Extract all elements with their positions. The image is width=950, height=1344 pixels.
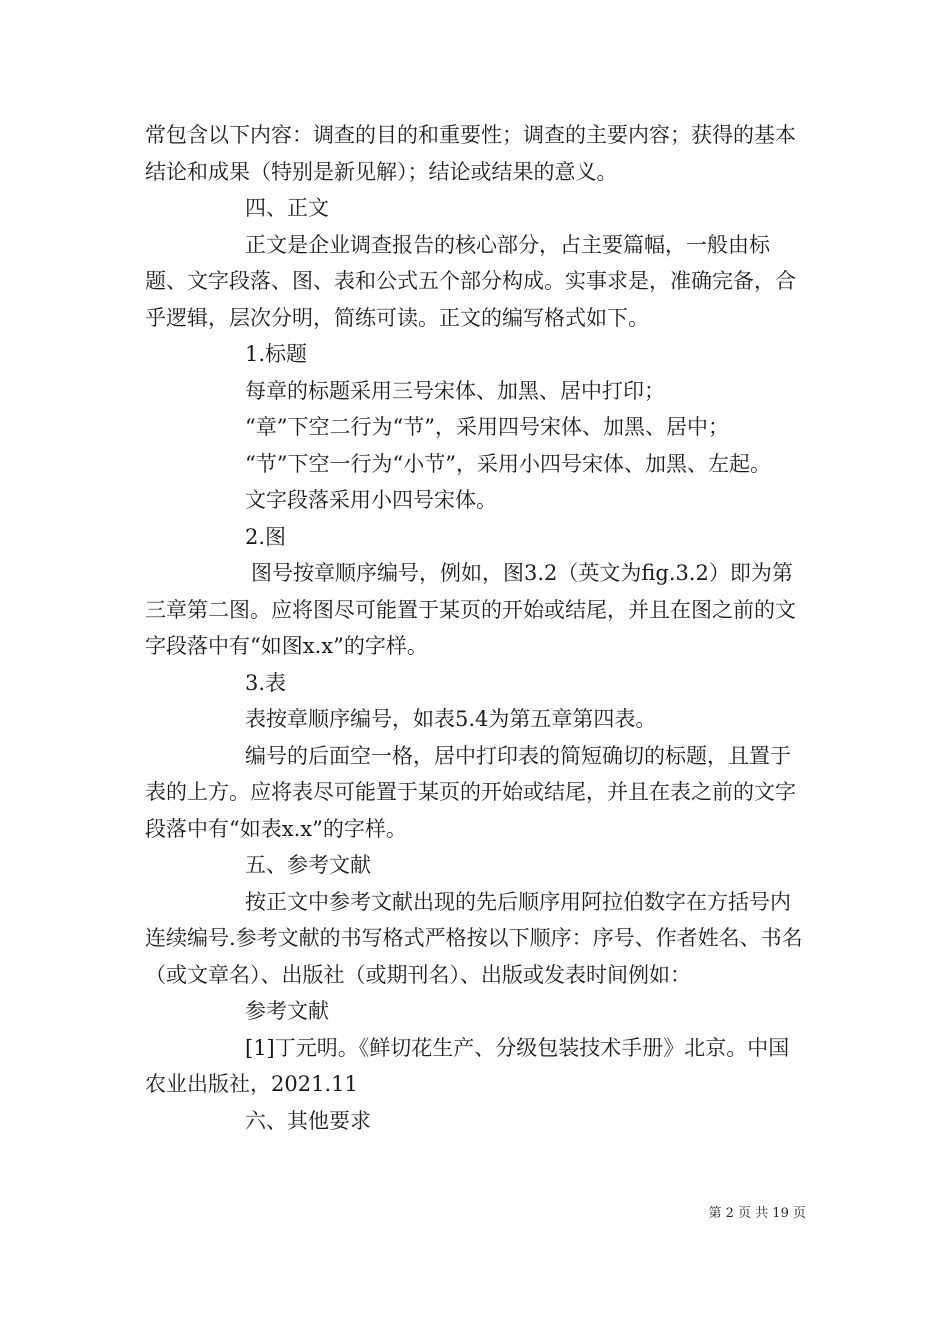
paragraph-body-font: 文字段落采用小四号宋体。: [245, 488, 497, 512]
references-label: 参考文献: [245, 999, 329, 1023]
footer-middle: 页 共: [738, 1206, 769, 1221]
paragraph-main-text-description: 正文是企业调查报告的核心部分，占主要篇幅，一般由标题、文字段落、图、表和公式五个部分构成。实事求是，准确完备，合乎逻辑，层次分明，简练可读。正文的编写格式如下。: [145, 232, 796, 330]
footer-prefix: 第: [708, 1206, 722, 1221]
paragraph-subsection-format: “节”下空一行为“小节”，采用小四号宋体、加黑、左起。: [245, 451, 771, 476]
subheading-table: 3.表: [245, 670, 287, 695]
paragraph-intro-continued: 常包含以下内容：调查的目的和重要性；调查的主要内容；获得的基本结论和成果（特别是新见解）；结论或结果的意义。: [145, 123, 796, 184]
subheading-figure: 2.图: [245, 524, 287, 549]
reference-entry-1: [1]丁元明。《鲜切花生产、分级包装技术手册》北京。中国农业出版社，2021.11: [145, 1035, 790, 1096]
footer-suffix: 页: [792, 1206, 806, 1221]
paragraph-section-format: “章”下空二行为“节”，采用四号宋体、加黑、居中；: [245, 415, 729, 439]
subheading-title: 1.标题: [245, 342, 308, 366]
paragraph-references-format: 按正文中参考文献出现的先后顺序用阿拉伯数字在方括号内连续编号.参考文献的书写格式严格按以下顺序：序号、作者姓名、书名（或文章名）、出版社（或期刊名）、出版或发表时间例如：: [145, 889, 803, 987]
footer-total-pages: 19: [772, 1206, 789, 1221]
paragraph-table-title: 编号的后面空一格，居中打印表的简短确切的标题，且置于表的上方。应将表尽可能置于某页的开始或结尾，并且在表之前的文字段落中有“如表x.x”的字样。: [145, 743, 796, 841]
section-heading-references: 五、参考文献: [245, 853, 371, 877]
page-number-indicator: [708, 1202, 806, 1221]
section-heading-main-text: 四、正文: [245, 196, 329, 220]
document-body: [145, 117, 810, 1139]
section-heading-other-requirements: 六、其他要求: [245, 1108, 371, 1133]
paragraph-figure-numbering: 图号按章顺序编号，例如，图3.2（英文为fig.3.2）即为第三章第二图。应将图尽可能置于某页的开始或结尾，并且在图之前的文字段落中有“如图x.x”的字样。: [145, 561, 796, 658]
paragraph-chapter-title-format: 每章的标题采用三号宋体、加黑、居中打印；: [245, 378, 665, 403]
footer-current-page: 2: [725, 1206, 734, 1221]
paragraph-table-numbering: 表按章顺序编号，如表5.4为第五章第四表。: [245, 707, 657, 731]
